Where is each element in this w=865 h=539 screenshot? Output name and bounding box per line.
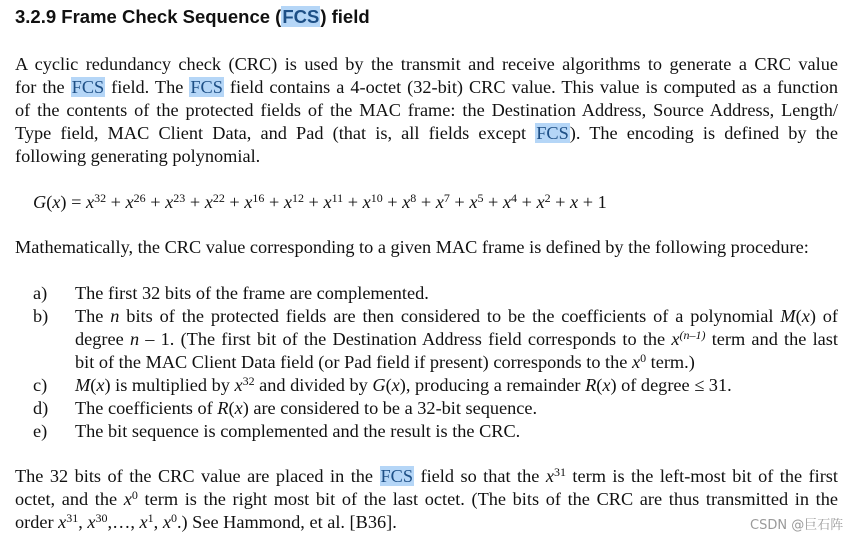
math-variable: x: [283, 192, 292, 212]
text: ,: [153, 512, 163, 532]
superscript: 31: [553, 465, 566, 479]
text: A cyclic redundancy check (CRC) is used by the transmit and receive algorithms to generate a CRC value: [15, 54, 838, 74]
heading-text: ) field: [320, 6, 370, 27]
math-variable: x: [570, 192, 579, 212]
list-text: [75, 328, 838, 350]
list-text: [75, 282, 838, 304]
text: The bit sequence is complemented and the result is the CRC.: [75, 421, 521, 441]
superscript: 0: [640, 351, 647, 365]
paragraph-line: [15, 53, 838, 75]
text: +: [517, 192, 537, 212]
list-label: b): [33, 306, 49, 326]
text: octet, and the: [15, 489, 124, 509]
math-variable: x: [52, 192, 61, 212]
superscript: 32: [94, 191, 107, 205]
math-variable: n: [129, 329, 140, 349]
text: ). The encoding is defined by the: [569, 123, 838, 143]
math-variable: x: [402, 192, 411, 212]
paragraph-line: [15, 76, 838, 98]
text: bits of the protected fields are then considered to be the coefficients of a polynomial: [119, 306, 781, 326]
text: bit of the MAC Client Data field (or Pad field if present) corresponds to the: [75, 352, 632, 372]
fcs-highlight: FCS: [71, 77, 105, 97]
superscript: 11: [331, 191, 344, 205]
text: field so that the: [414, 466, 546, 486]
text: +: [343, 192, 363, 212]
text: (: [90, 375, 97, 395]
text: The: [75, 306, 111, 326]
math-variable: M: [75, 375, 91, 395]
text: for the: [15, 77, 71, 97]
text: (: [795, 306, 802, 326]
math-variable: G: [33, 192, 47, 212]
superscript: 12: [291, 191, 304, 205]
text: (: [228, 398, 235, 418]
superscript: 0: [131, 488, 138, 502]
superscript: 32: [242, 374, 255, 388]
paragraph-line: [15, 236, 838, 258]
fcs-highlight: FCS: [190, 77, 223, 97]
math-variable: x: [435, 192, 444, 212]
text: +: [382, 192, 403, 212]
math-variable: x: [631, 352, 641, 372]
math-variable: x: [234, 398, 243, 418]
text: ,…,: [107, 512, 140, 532]
polynomial-equation: [33, 191, 856, 213]
math-variable: x: [96, 375, 105, 395]
math-variable: x: [204, 192, 213, 212]
paragraph-line: [15, 488, 838, 510]
math-variable: x: [139, 512, 148, 532]
superscript: 1: [147, 511, 154, 525]
math-variable: x: [469, 192, 478, 212]
fcs-highlight: FCS: [536, 123, 569, 143]
text: (: [596, 375, 603, 395]
text: +: [185, 192, 205, 212]
superscript: 2: [544, 191, 551, 205]
text: of the contents of the protected fields of the MAC frame: the Destination Address, Source Address, Length/: [15, 100, 838, 120]
paragraph-line: [15, 511, 838, 533]
text: The first 32 bits of the frame are complemented.: [75, 283, 429, 303]
text: term is the left-most bit of the first: [565, 466, 838, 486]
text: +: [416, 192, 436, 212]
superscript: (n–1): [679, 328, 706, 342]
list-label: c): [33, 375, 48, 395]
text: term and the last: [705, 329, 838, 349]
math-variable: x: [162, 512, 171, 532]
text: Type field, MAC Client Data, and Pad (that is, all fields except: [15, 123, 536, 143]
math-variable: x: [85, 192, 95, 212]
math-variable: x: [165, 192, 174, 212]
text: ), producing a remainder: [399, 375, 586, 395]
text: field. The: [105, 77, 190, 97]
text: (: [46, 192, 53, 212]
list-text: [75, 420, 838, 442]
text: + 1: [578, 192, 607, 212]
paragraph-line: [15, 465, 838, 487]
text: term is the right most bit of the last octet. (The bits of the CRC are thus transmitted in the: [137, 489, 838, 509]
text: – 1. (The first bit of the Destination Address field corresponds to the: [139, 329, 672, 349]
text: +: [550, 192, 571, 212]
text: ) =: [60, 192, 86, 212]
superscript: 26: [133, 191, 146, 205]
math-variable: R: [217, 398, 229, 418]
superscript: 30: [95, 511, 108, 525]
math-variable: M: [780, 306, 796, 326]
math-variable: x: [234, 375, 243, 395]
superscript: 0: [170, 511, 177, 525]
text: and divided by: [254, 375, 373, 395]
text: +: [224, 192, 245, 212]
text: ) of: [809, 306, 839, 326]
text: following generating polynomial.: [15, 146, 261, 166]
superscript: 8: [410, 191, 417, 205]
text: .) See Hammond, et al. [B36].: [176, 512, 397, 532]
math-variable: x: [58, 512, 67, 532]
section-heading: [15, 6, 370, 28]
math-variable: x: [123, 489, 132, 509]
text: The coefficients of: [75, 398, 218, 418]
math-variable: x: [125, 192, 134, 212]
math-variable: x: [391, 375, 400, 395]
superscript: 22: [212, 191, 225, 205]
list-text: [75, 351, 838, 373]
text: ) of degree ≤ 31.: [610, 375, 732, 395]
list-label: a): [33, 283, 48, 303]
list-text: [75, 374, 838, 396]
text: +: [264, 192, 284, 212]
fcs-highlight: FCS: [282, 6, 320, 27]
watermark: CSDN @巨石阵: [750, 518, 844, 533]
text: +: [483, 192, 503, 212]
list-text: [75, 305, 838, 327]
math-variable: x: [671, 329, 680, 349]
paragraph-line: [15, 99, 838, 121]
superscript: 7: [443, 191, 450, 205]
math-variable: x: [87, 512, 96, 532]
math-variable: n: [110, 306, 120, 326]
text: +: [145, 192, 166, 212]
paragraph-line: [15, 145, 838, 167]
math-variable: x: [323, 192, 332, 212]
math-variable: R: [585, 375, 597, 395]
math-variable: x: [801, 306, 810, 326]
list-label: d): [33, 398, 49, 418]
superscript: 10: [370, 191, 383, 205]
superscript: 23: [173, 191, 186, 205]
text: term.): [646, 352, 695, 372]
superscript: 31: [66, 511, 79, 525]
text: Mathematically, the CRC value corresponding to a given MAC frame is defined by the following procedure:: [15, 237, 809, 257]
list-text: [75, 397, 838, 419]
text: +: [303, 192, 324, 212]
math-variable: x: [502, 192, 512, 212]
superscript: 5: [477, 191, 484, 205]
math-variable: G: [372, 375, 386, 395]
text: ) are considered to be a 32-bit sequence.: [242, 398, 538, 418]
text: field contains a 4-octet (32-bit) CRC value. This value is computed as a function: [223, 77, 839, 97]
text: +: [449, 192, 470, 212]
text: ,: [78, 512, 88, 532]
superscript: 4: [511, 191, 518, 205]
math-variable: x: [536, 192, 545, 212]
math-variable: x: [362, 192, 371, 212]
superscript: 16: [252, 191, 265, 205]
text: degree: [75, 329, 130, 349]
text: order: [15, 512, 59, 532]
list-label: e): [33, 421, 48, 441]
text: The 32 bits of the CRC value are placed in the: [15, 466, 380, 486]
math-variable: x: [602, 375, 611, 395]
text: (: [385, 375, 392, 395]
text: +: [106, 192, 126, 212]
math-variable: x: [244, 192, 253, 212]
fcs-highlight: FCS: [380, 466, 414, 486]
paragraph-line: [15, 122, 838, 144]
heading-text: 3.2.9 Frame Check Sequence (: [15, 6, 282, 27]
text: ) is multiplied by: [104, 375, 235, 395]
math-variable: x: [545, 466, 554, 486]
